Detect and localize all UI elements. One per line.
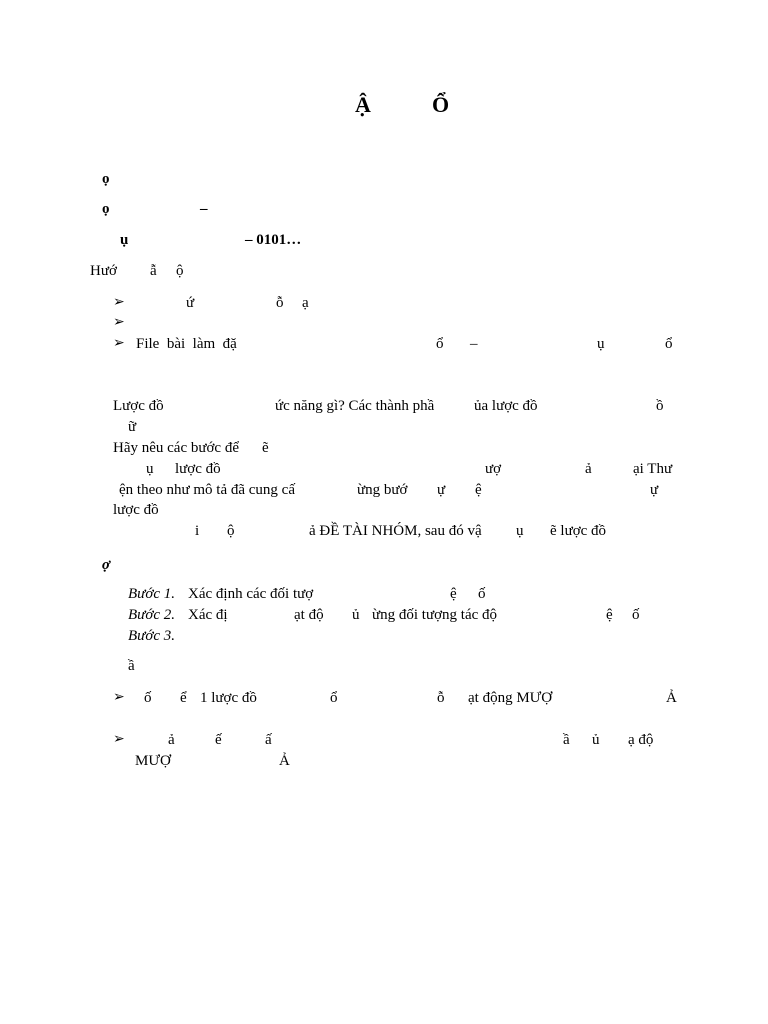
step2-d: ừng đối tượng tác độ [372,607,498,623]
answer2-c: ấ [265,732,272,748]
arrow-bullet-icon: ➢ [113,690,125,705]
title-left-fragment: Ậ [355,92,371,117]
q3-e: ại Thư [633,461,673,477]
answer2-h: Ả [279,753,290,769]
step1-b: ệ [450,586,457,602]
guide-heading-b: ẫ [150,263,157,279]
info-line-3a: ụ [120,232,129,248]
q1-e: ữ [128,419,137,435]
answer2-b: ế [215,732,222,748]
q4-d: ệ [475,482,482,498]
step2-f: ố [632,607,640,623]
bullet3-c: – [470,336,478,352]
step3-label: Bước 3. [128,628,176,644]
step2-b: ạt độ [294,607,324,623]
step2-c: ủ [352,607,360,623]
bullet3-d: ụ [597,336,605,352]
q1-a: Lược đồ [113,398,164,414]
q6-e: ẽ lược đồ [550,523,607,539]
q6-b: ộ [227,523,235,539]
answer2-d: ầ [563,732,570,748]
title-right-fragment: Ổ [432,92,450,117]
answer1-d: ổ [330,690,338,706]
answer2-e: ủ [592,732,600,748]
q5: lược đồ [113,502,159,518]
answer1-b: ể [180,690,187,706]
q3-a: ụ [146,461,154,477]
arrow-bullet-icon: ➢ [113,336,125,351]
answer1-e: ỗ [437,690,445,706]
bullet1-b: ỗ [276,295,284,311]
bullet3-b: ổ [436,336,444,352]
step1-a: Xác định các đối tượ [188,586,314,602]
arrow-bullet-icon: ➢ [113,295,125,310]
q4-b: ừng bướ [357,482,408,498]
bullet1-a: ứ [186,295,195,311]
step1-label: Bước 1. [128,586,176,602]
arrow-bullet-icon: ➢ [113,315,125,330]
q6-d: ụ [516,523,524,539]
answer2-g: MƯỢ [135,753,171,769]
q2-b: ẽ [262,440,269,456]
arrow-bullet-icon: ➢ [113,732,125,747]
q4-a: ện theo như mô tả đã cung cấ [119,482,295,498]
info-line-1: ọ [102,171,110,187]
answer2-f: ạ độ [628,732,654,748]
q2-a: Hãy nêu các bước để [113,440,239,456]
q6-c: ả ĐỀ TÀI NHÓM, sau đó vậ [309,523,482,539]
step2-e: ệ [606,607,613,623]
info-line-2a: ọ [102,201,110,217]
step2-label: Bước 2. [128,607,176,623]
q3-c: ượ [485,461,502,477]
q4-c: ự [437,482,446,498]
answer1-a: ố [144,690,152,706]
bullet3-e: ổ [665,336,673,352]
q6-a: i [195,523,200,539]
answer2-a: ả [168,732,175,748]
info-line-2b: – [200,201,208,217]
guide-heading-a: Hướ [90,263,117,279]
lone-fragment: ầ [128,658,135,674]
answer1-c: 1 lược đồ [200,690,257,706]
q3-b: lược đồ [175,461,221,477]
bullet1-c: ạ [302,295,309,311]
answer-heading: ợ [102,557,111,573]
step2-a: Xác đị [188,607,228,623]
bullet3-a: File bài làm đặ [136,336,237,352]
q1-b: ức năng gì? Các thành phầ [275,398,435,414]
q1-d: ồ [656,398,664,414]
info-line-3b: – 0101… [245,232,302,248]
guide-heading-c: ộ [176,263,184,279]
answer1-g: Ả [666,690,677,706]
q1-c: ủa lược đồ [474,398,538,414]
q3-d: ả [585,461,592,477]
q4-e: ự [650,482,659,498]
step1-c: ố [478,586,486,602]
answer1-f: ạt động MƯỢ [468,690,553,706]
